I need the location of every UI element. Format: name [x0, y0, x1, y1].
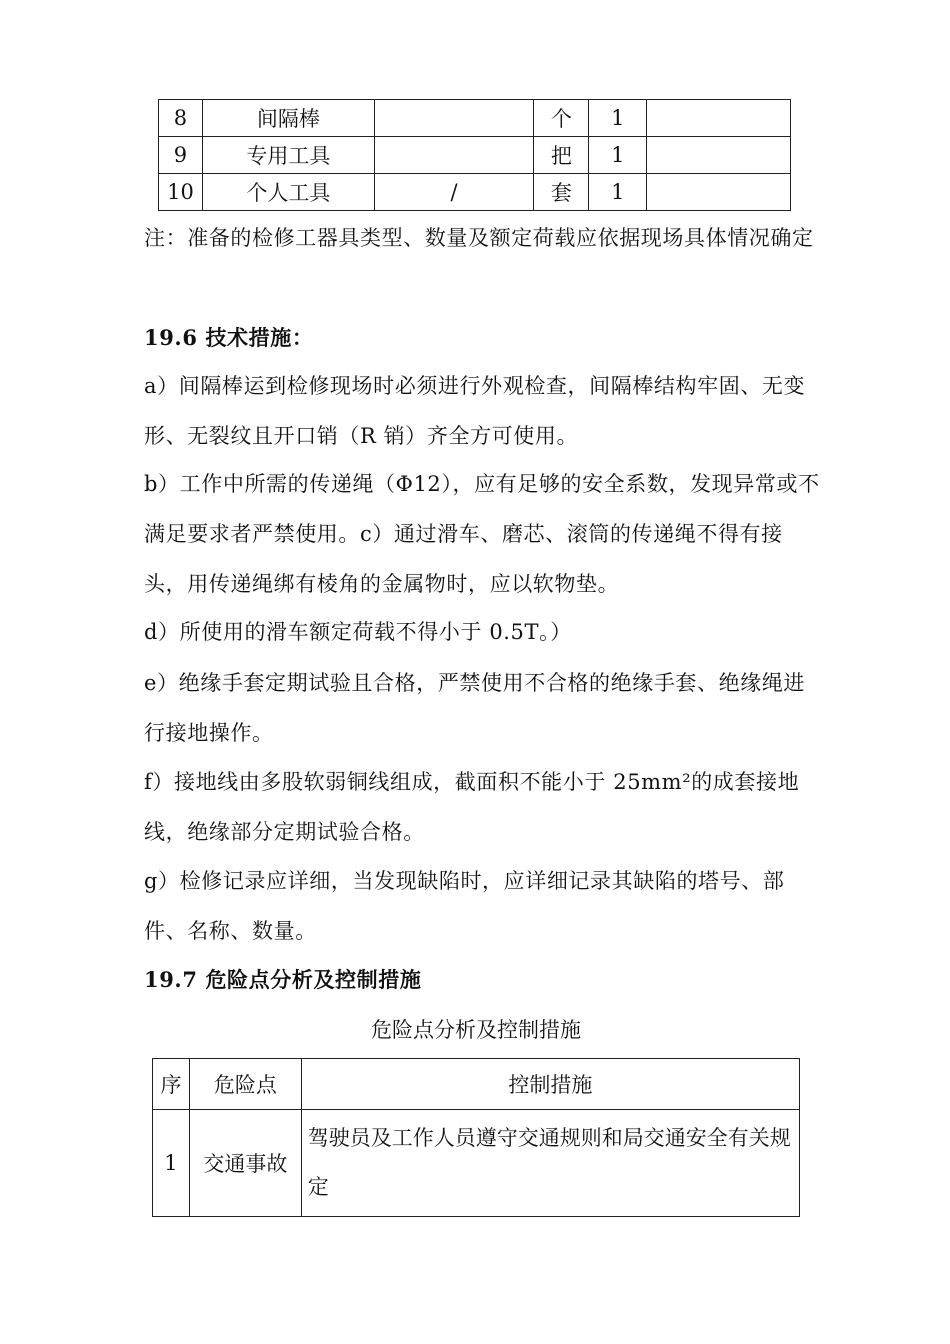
tool-unit: 把 — [534, 137, 589, 174]
tool-quantity: 1 — [589, 174, 647, 211]
tools-note: 注：准备的检修工器具类型、数量及额定荷载应依据现场具体情况确定 — [144, 226, 814, 250]
tool-unit: 个 — [534, 100, 589, 137]
table-row — [159, 137, 791, 174]
tool-quantity: 1 — [589, 100, 647, 137]
tool-name: 间隔棒 — [202, 100, 374, 137]
header-hazard: 危险点 — [189, 1059, 301, 1110]
row-number: 10 — [159, 174, 203, 211]
measure-a: a）间隔棒运到检修现场时必须进行外观检查，间隔棒结构牢固、无变形、无裂纹且开口销（R 销）齐全方可使用。 — [144, 374, 806, 448]
tool-name: 专用工具 — [202, 137, 374, 174]
tool-quantity: 1 — [589, 137, 647, 174]
tool-spec — [374, 137, 534, 174]
hazard-table — [152, 1058, 800, 1217]
tool-unit: 套 — [534, 174, 589, 211]
row-number: 8 — [159, 100, 203, 137]
tool-note — [647, 137, 791, 174]
tool-note — [647, 100, 791, 137]
measure-e: e）绝缘手套定期试验且合格，严禁使用不合格的绝缘手套、绝缘绳进行接地操作。 — [144, 671, 806, 745]
control-measure: 驾驶员及工作人员遵守交通规则和局交通安全有关规定 — [301, 1110, 799, 1217]
table-row — [159, 174, 791, 211]
measure-f: f）接地线由多股软弱铜线组成，截面积不能小于 25mm²的成套接地线，绝缘部分定期试验合格。 — [144, 770, 800, 844]
row-number: 1 — [153, 1110, 190, 1217]
tool-spec: / — [374, 174, 534, 211]
hazard-name: 交通事故 — [189, 1110, 301, 1217]
table-caption: 危险点分析及控制措施 — [371, 1018, 581, 1042]
header-measures: 控制措施 — [301, 1059, 799, 1110]
tool-spec — [374, 100, 534, 137]
table-row — [159, 100, 791, 137]
table-header-row — [153, 1059, 800, 1110]
header-number: 序 — [153, 1059, 190, 1110]
tools-table — [158, 99, 791, 211]
measure-b: b）工作中所需的传递绳（Φ12），应有足够的安全系数，发现异常或不满足要求者严禁使用。c）通过滑车、磨芯、滚筒的传递绳不得有接头，用传递绳绑有棱角的金属物时，应以软物垫。 — [144, 472, 820, 596]
tool-note — [647, 174, 791, 211]
section-19-6-heading: 19.6 技术措施： — [144, 325, 314, 350]
tool-name: 个人工具 — [202, 174, 374, 211]
table-row — [153, 1110, 800, 1217]
section-19-7-heading: 19.7 危险点分析及控制措施 — [144, 967, 422, 992]
measure-d: d）所使用的滑车额定荷载不得小于 0.5T。） — [144, 620, 572, 644]
row-number: 9 — [159, 137, 203, 174]
measure-g: g）检修记录应详细，当发现缺陷时，应详细记录其缺陷的塔号、部件、名称、数量。 — [144, 869, 785, 943]
